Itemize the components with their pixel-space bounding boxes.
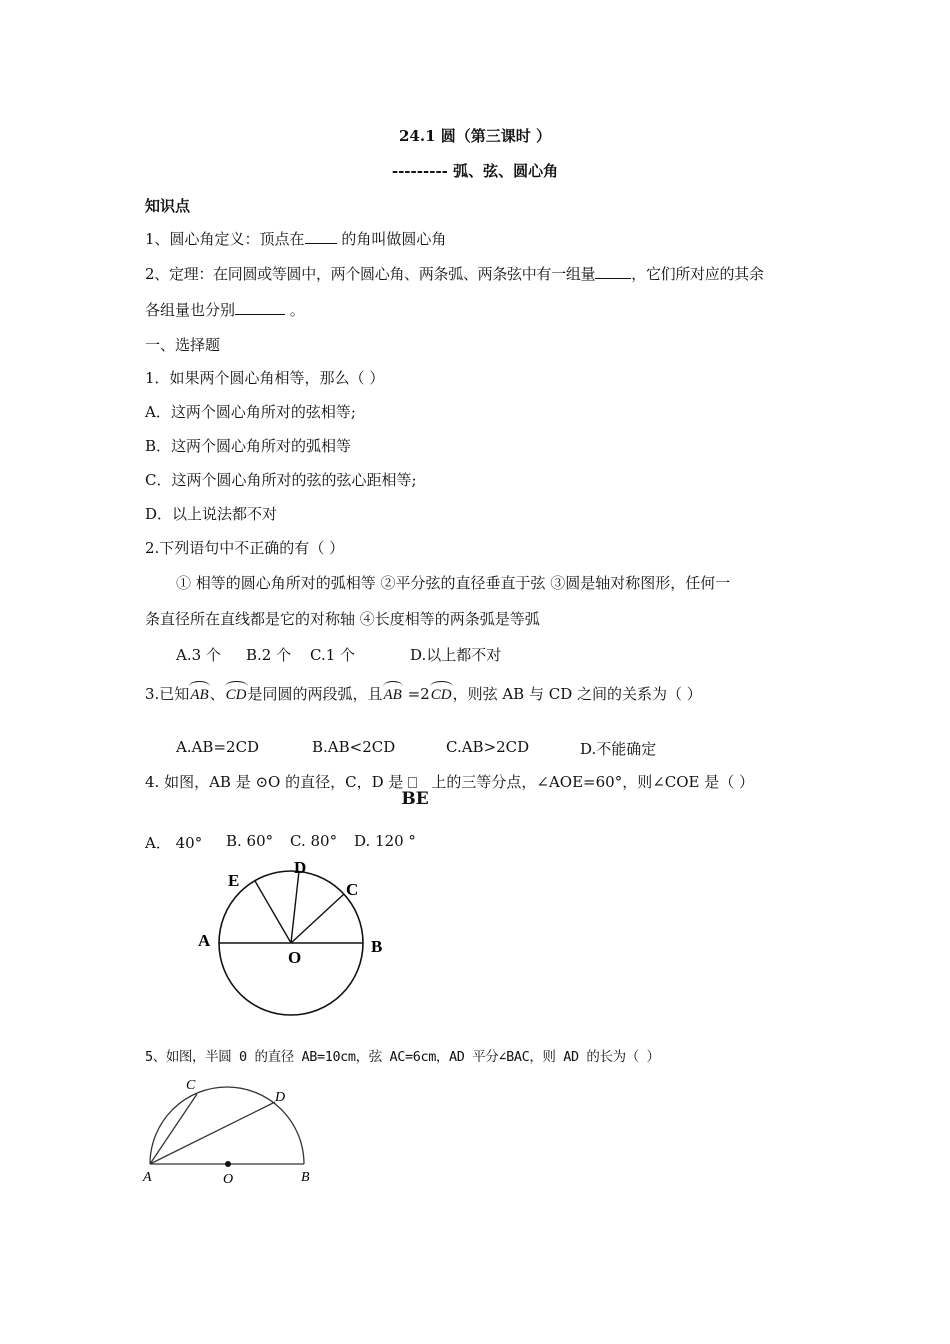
q2-stem: 2.下列语句中不正确的有（ ） xyxy=(145,539,345,557)
q4-option-b: B. 60° xyxy=(226,832,274,850)
q1-stem: 1．如果两个圆心角相等，那么（ ） xyxy=(145,369,385,387)
blank-line xyxy=(235,300,285,315)
label-a: A xyxy=(143,1170,152,1185)
label-e: E xyxy=(228,871,240,890)
arc-ab: AB xyxy=(383,687,402,703)
arc-be xyxy=(401,772,431,809)
arc-cd: CD xyxy=(225,687,247,703)
label-b: B xyxy=(371,937,383,956)
radius-od xyxy=(291,871,299,943)
placeholder-box-icon xyxy=(408,777,417,788)
q2-option-d: D.以上都不对 xyxy=(410,646,502,664)
q2-statement-line-2: 条直径所在直线都是它的对称轴 ④长度相等的两条弧是等弧 xyxy=(145,610,540,628)
page-subtitle: --------- 弧、弦、圆心角 xyxy=(391,162,559,180)
knowledge-item-2-line-2-before: 各组量也分别 xyxy=(145,301,236,319)
q3-option-a: A.AB=2CD xyxy=(176,738,260,756)
q3-option-d: D.不能确定 xyxy=(580,740,657,758)
label-o: O xyxy=(223,1172,234,1187)
center-point xyxy=(225,1161,231,1167)
knowledge-item-2-line-2 xyxy=(145,300,305,320)
knowledge-item-2-text-before: 2、定理：在同圆或等圆中，两个圆心角、两条弧、两条弦中有一组量 xyxy=(145,265,596,283)
knowledge-item-1 xyxy=(145,229,446,249)
q4-stem-after: 上的三等分点，∠AOE=60°，则∠COE 是（ ） xyxy=(431,773,755,791)
q3-suffix: ，则弦 AB 与 CD 之间的关系为（ ） xyxy=(452,685,702,703)
q4-stem-before: 4. 如图，AB 是 ⊙O 的直径，C，D 是 xyxy=(145,773,404,791)
label-c: C xyxy=(186,1078,196,1093)
label-c: C xyxy=(346,880,359,899)
q2-option-c: C.1 个 xyxy=(310,646,356,664)
q1-option-c: C．这两个圆心角所对的弦的弦心距相等; xyxy=(145,471,417,489)
label-o: O xyxy=(288,948,302,967)
arc-be-label: BE xyxy=(401,789,429,809)
q2-option-b: B.2 个 xyxy=(246,646,292,664)
q3-prefix: 3.已知 xyxy=(145,685,190,703)
label-d: D xyxy=(294,858,307,877)
section-heading: 一、选择题 xyxy=(145,336,221,354)
q3-equals: =2 xyxy=(402,685,430,703)
q3-separator: 、 xyxy=(209,685,225,703)
radius-oe xyxy=(255,881,291,943)
q4-option-a: A． 40° xyxy=(145,834,203,852)
q5-stem: 5、如图，半圆 0 的直径 AB=10cm，弦 AC=6cm，AD 平分∠BAC，则 AD 的长为（ ） xyxy=(145,1049,660,1065)
arc-ab: AB xyxy=(190,687,209,703)
chord-ac xyxy=(150,1094,197,1164)
blank-line xyxy=(595,264,631,279)
knowledge-item-1-text-before: 1、圆心角定义：顶点在 xyxy=(145,230,305,248)
q4-stem xyxy=(145,772,755,809)
page-title: 24.1 圆（第三课时 ） xyxy=(399,127,551,145)
q1-option-a: A．这两个圆心角所对的弦相等; xyxy=(145,403,356,421)
knowledge-item-2-text-after: ，它们所对应的其余 xyxy=(631,265,764,283)
q1-option-b: B．这两个圆心角所对的弧相等 xyxy=(145,437,352,455)
label-d: D xyxy=(275,1090,286,1105)
q2-option-a: A.3 个 xyxy=(176,646,221,664)
q3-stem xyxy=(145,684,702,705)
knowledge-item-2-line-2-after: 。 xyxy=(285,301,305,319)
q3-middle: 是同圆的两段弧，且 xyxy=(247,685,383,703)
q3-option-c: C.AB>2CD xyxy=(446,738,530,756)
knowledge-item-2 xyxy=(145,264,764,284)
chord-ad xyxy=(150,1102,275,1164)
arc-cd: CD xyxy=(430,687,452,703)
q4-option-c: C. 80° xyxy=(290,832,338,850)
label-a: A xyxy=(198,931,211,950)
label-b: B xyxy=(301,1170,310,1185)
q4-option-d: D. 120 ° xyxy=(354,832,416,850)
knowledge-heading: 知识点 xyxy=(145,197,191,215)
q2-statement-line-1: ① 相等的圆心角所对的弧相等 ②平分弦的直径垂直于弦 ③圆是轴对称图形，任何一 xyxy=(176,574,731,592)
radius-oc xyxy=(291,894,344,943)
q4-circle-figure xyxy=(190,855,400,1030)
blank-line xyxy=(305,229,337,244)
q5-semicircle-figure xyxy=(140,1072,325,1190)
q3-option-b: B.AB<2CD xyxy=(312,738,396,756)
q1-option-d: D．以上说法都不对 xyxy=(145,505,278,523)
knowledge-item-1-text-after: 的角叫做圆心角 xyxy=(336,230,447,248)
